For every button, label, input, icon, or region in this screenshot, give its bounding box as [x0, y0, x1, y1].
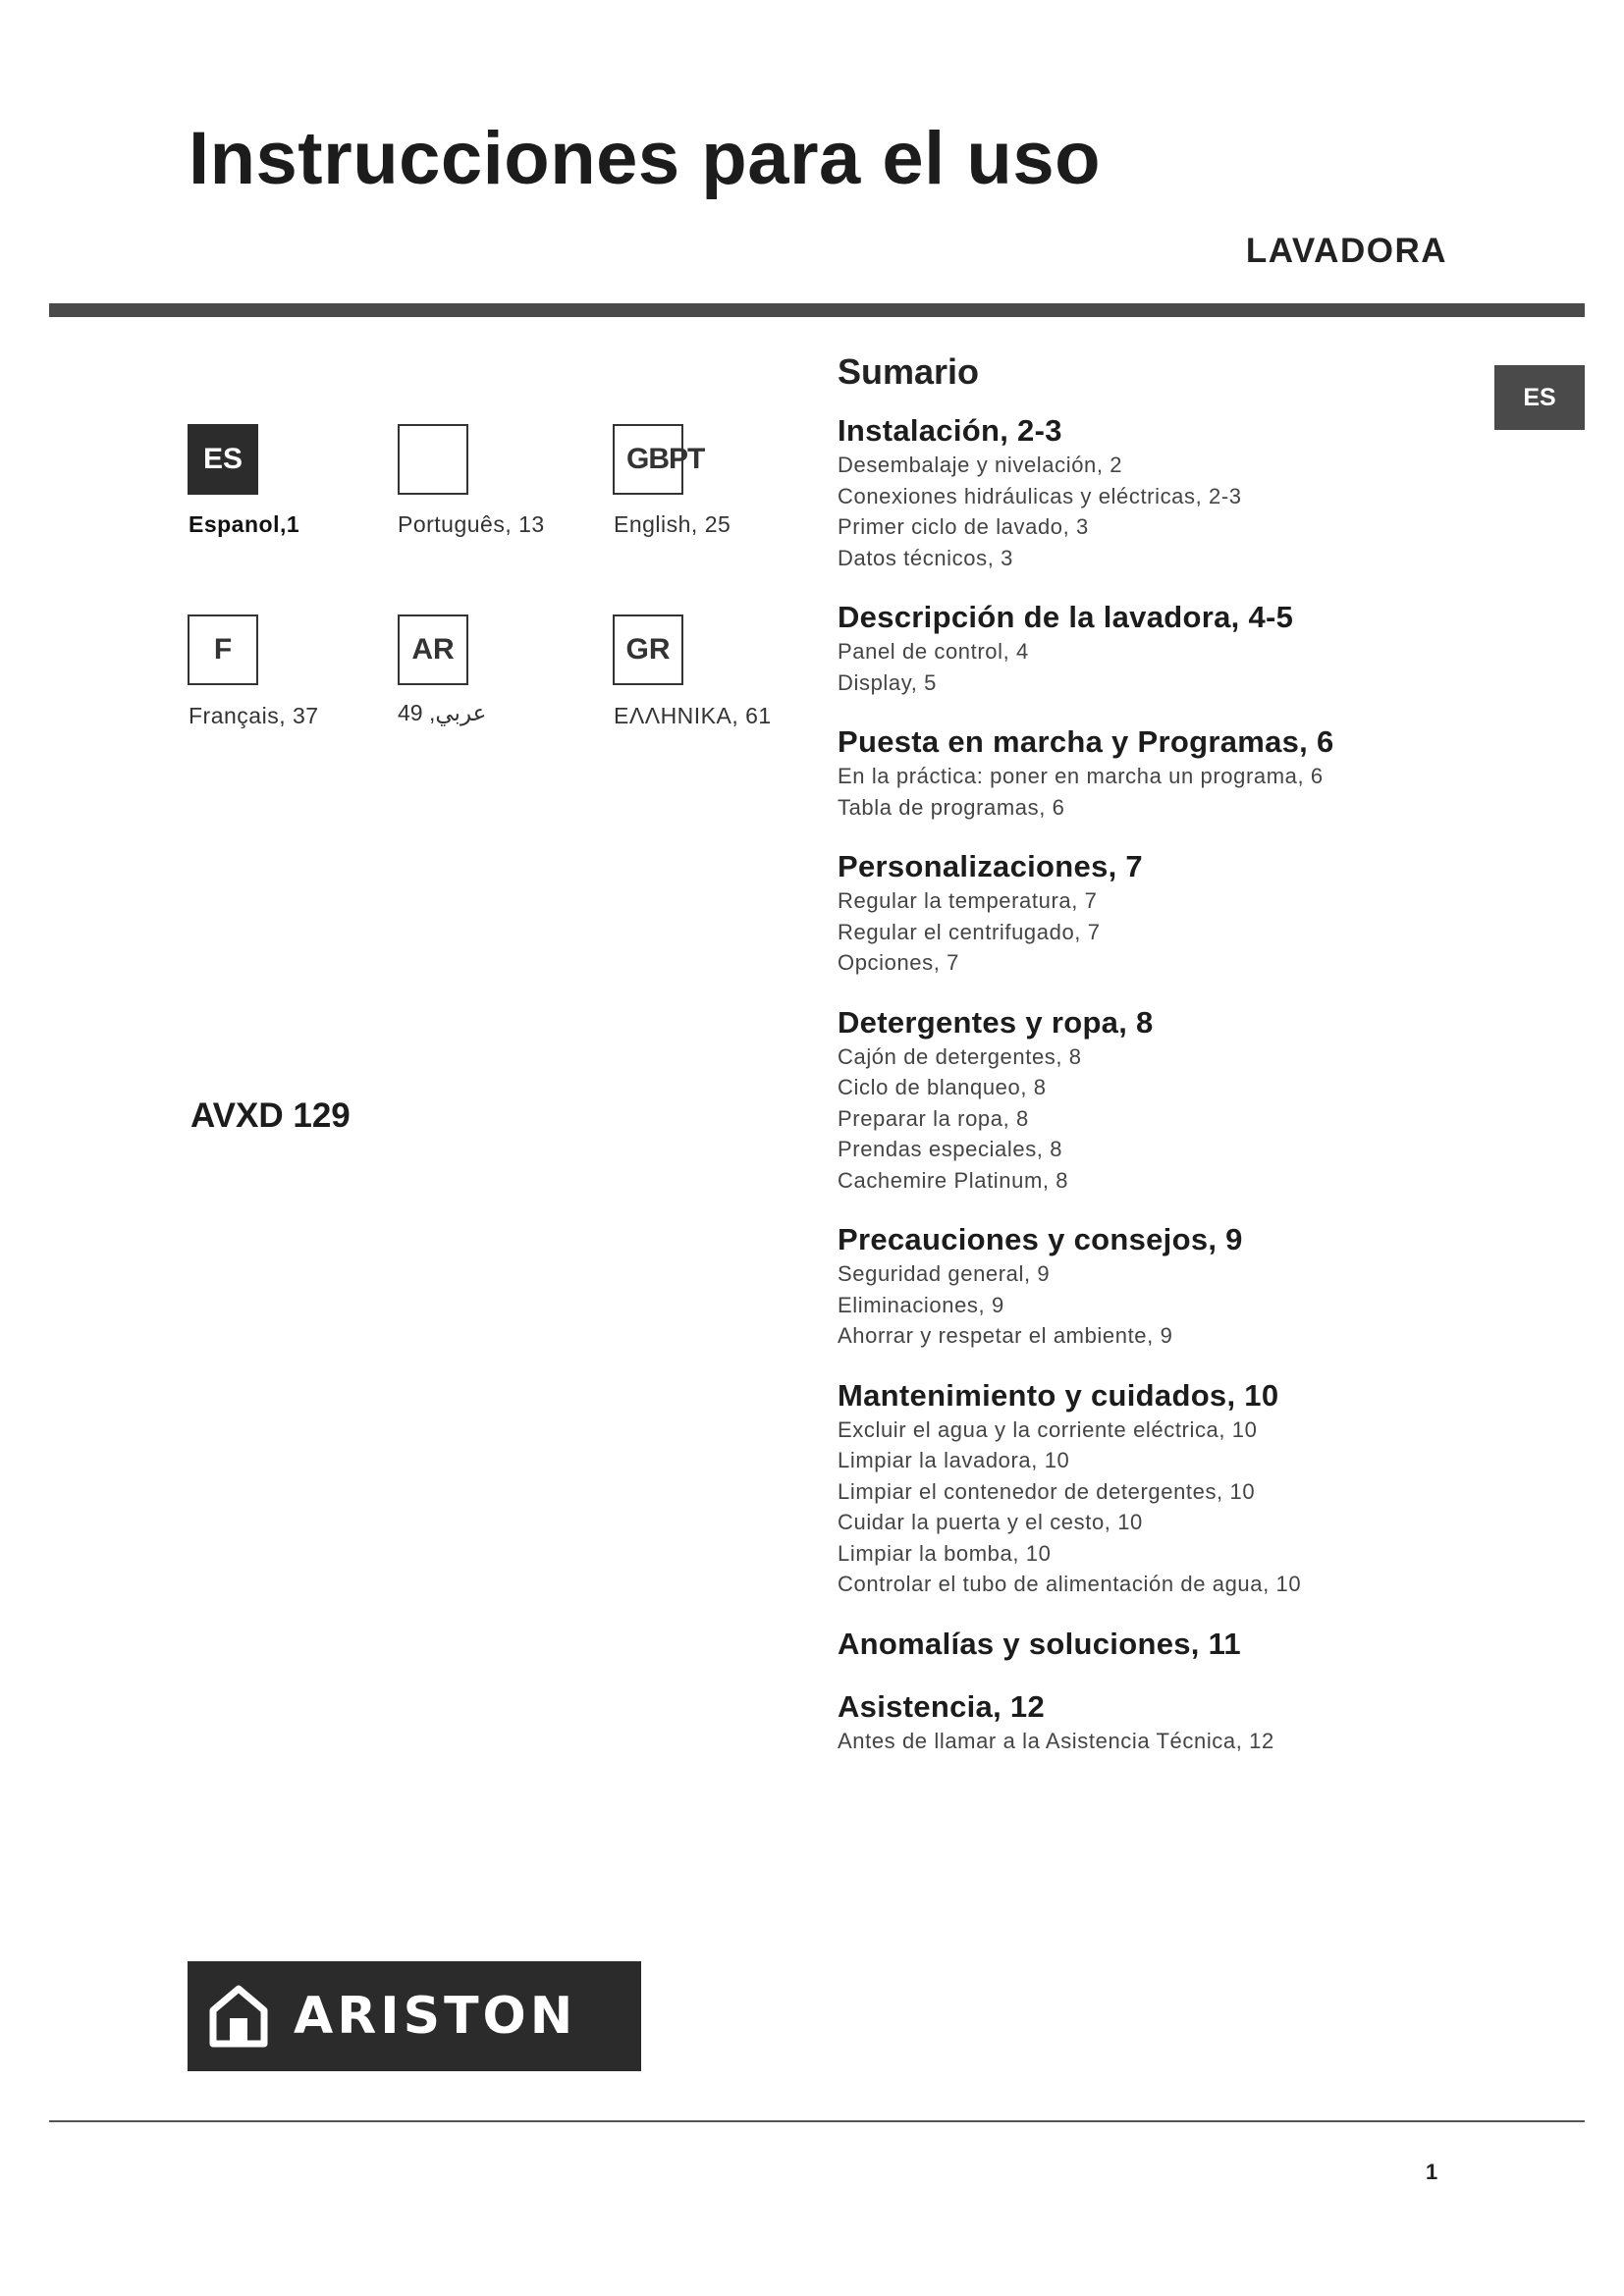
toc-heading: Personalizaciones, 7 [838, 849, 1143, 883]
language-label-f: Français, 37 [189, 703, 319, 728]
toc-heading: Detergentes y ropa, 8 [838, 1004, 1154, 1040]
toc-item: Limpiar la bomba, 10 [838, 1540, 1052, 1566]
toc-item: Opciones, 7 [838, 950, 960, 975]
ariston-logo [188, 1961, 641, 2071]
toc-heading: Precauciones y consejos, 9 [838, 1222, 1243, 1256]
toc-item: Primer ciclo de lavado, 3 [838, 514, 1089, 539]
language-label-gb: English, 25 [614, 511, 731, 537]
toc-item: Cuidar la puerta y el cesto, 10 [838, 1510, 1143, 1534]
page-number: 1 [1426, 2160, 1438, 2184]
toc-section-mantenimiento [838, 1377, 1525, 1600]
brand-name: ARISTON [294, 1987, 577, 2046]
toc-item: Ciclo de blanqueo, 8 [838, 1075, 1047, 1099]
toc-section-instalacion [838, 412, 1525, 573]
toc-item: Preparar la ropa, 8 [838, 1105, 1029, 1131]
toc-item: Regular el centrifugado, 7 [838, 919, 1101, 944]
toc-item: Conexiones hidráulicas y eléctricas, 2-3 [838, 483, 1242, 508]
bottom-divider [49, 2120, 1585, 2122]
toc-item: Limpiar el contenedor de detergentes, 10 [838, 1478, 1256, 1504]
language-badge-gb: GBPT [613, 424, 683, 495]
toc-item: Cachemire Platinum, 8 [838, 1167, 1069, 1193]
page-title: Instrucciones para el uso [189, 117, 1102, 200]
toc-item: Seguridad general, 9 [838, 1261, 1051, 1286]
language-badge-f: F [188, 614, 258, 685]
toc-section-puesta-en-marcha [838, 723, 1525, 823]
toc-item: Datos técnicos, 3 [838, 545, 1013, 570]
toc-item: Eliminaciones, 9 [838, 1292, 1004, 1317]
model-number: AVXD 129 [190, 1096, 351, 1135]
language-label-es: Espanol,1 [189, 511, 300, 537]
toc-item: Antes de llamar a la Asistencia Técnica, 12 [838, 1728, 1274, 1753]
toc-section-asistencia [838, 1688, 1525, 1757]
toc-heading: Instalación, 2-3 [838, 413, 1062, 448]
toc-item: Ahorrar y respetar el ambiente, 9 [838, 1323, 1173, 1348]
language-badge-gr: GR [613, 614, 683, 685]
toc-item: En la práctica: poner en marcha un programa, 6 [838, 764, 1324, 788]
language-badge-pt [398, 424, 468, 495]
language-label-ar: عربي, 49 [398, 700, 487, 725]
house-icon [209, 1985, 268, 2048]
toc-item: Panel de control, 4 [838, 639, 1029, 664]
language-badge-es: ES [188, 424, 258, 495]
toc-heading: Mantenimiento y cuidados, 10 [838, 1377, 1279, 1413]
summary [838, 351, 1525, 1782]
toc-item: Desembalaje y nivelación, 2 [838, 453, 1123, 477]
toc-heading: Asistencia, 12 [838, 1688, 1045, 1724]
toc-item: Regular la temperatura, 7 [838, 888, 1098, 913]
language-label-gr: ΕΛΛΗΝΙΚΑ, 61 [614, 703, 772, 728]
product-type: LAVADORA [1245, 232, 1447, 270]
toc-item: Prendas especiales, 8 [838, 1137, 1063, 1161]
toc-heading: Descripción de la lavadora, 4-5 [838, 600, 1294, 634]
toc-item: Limpiar la lavadora, 10 [838, 1448, 1070, 1472]
summary-title: Sumario [838, 351, 980, 392]
toc-item: Tabla de programas, 6 [838, 794, 1065, 820]
toc-item: Controlar el tubo de alimentación de agua, 10 [838, 1572, 1302, 1596]
toc-section-detergentes [838, 1004, 1525, 1197]
toc-item: Cajón de detergentes, 8 [838, 1043, 1082, 1069]
toc-item: Display, 5 [838, 669, 937, 695]
language-side-tab: ES [1494, 365, 1585, 430]
toc-item: Excluir el agua y la corriente eléctrica, 10 [838, 1416, 1258, 1442]
language-badge-ar: AR [398, 614, 468, 685]
toc-section-precauciones [838, 1221, 1525, 1352]
toc-heading: Puesta en marcha y Programas, 6 [838, 724, 1334, 759]
language-label-pt: Português, 13 [398, 511, 545, 537]
top-divider [49, 303, 1585, 317]
toc-heading: Anomalías y soluciones, 11 [838, 1626, 1241, 1661]
toc-section-anomalias [838, 1626, 1525, 1663]
toc-section-personalizaciones [838, 848, 1525, 979]
toc-section-descripcion [838, 599, 1525, 698]
